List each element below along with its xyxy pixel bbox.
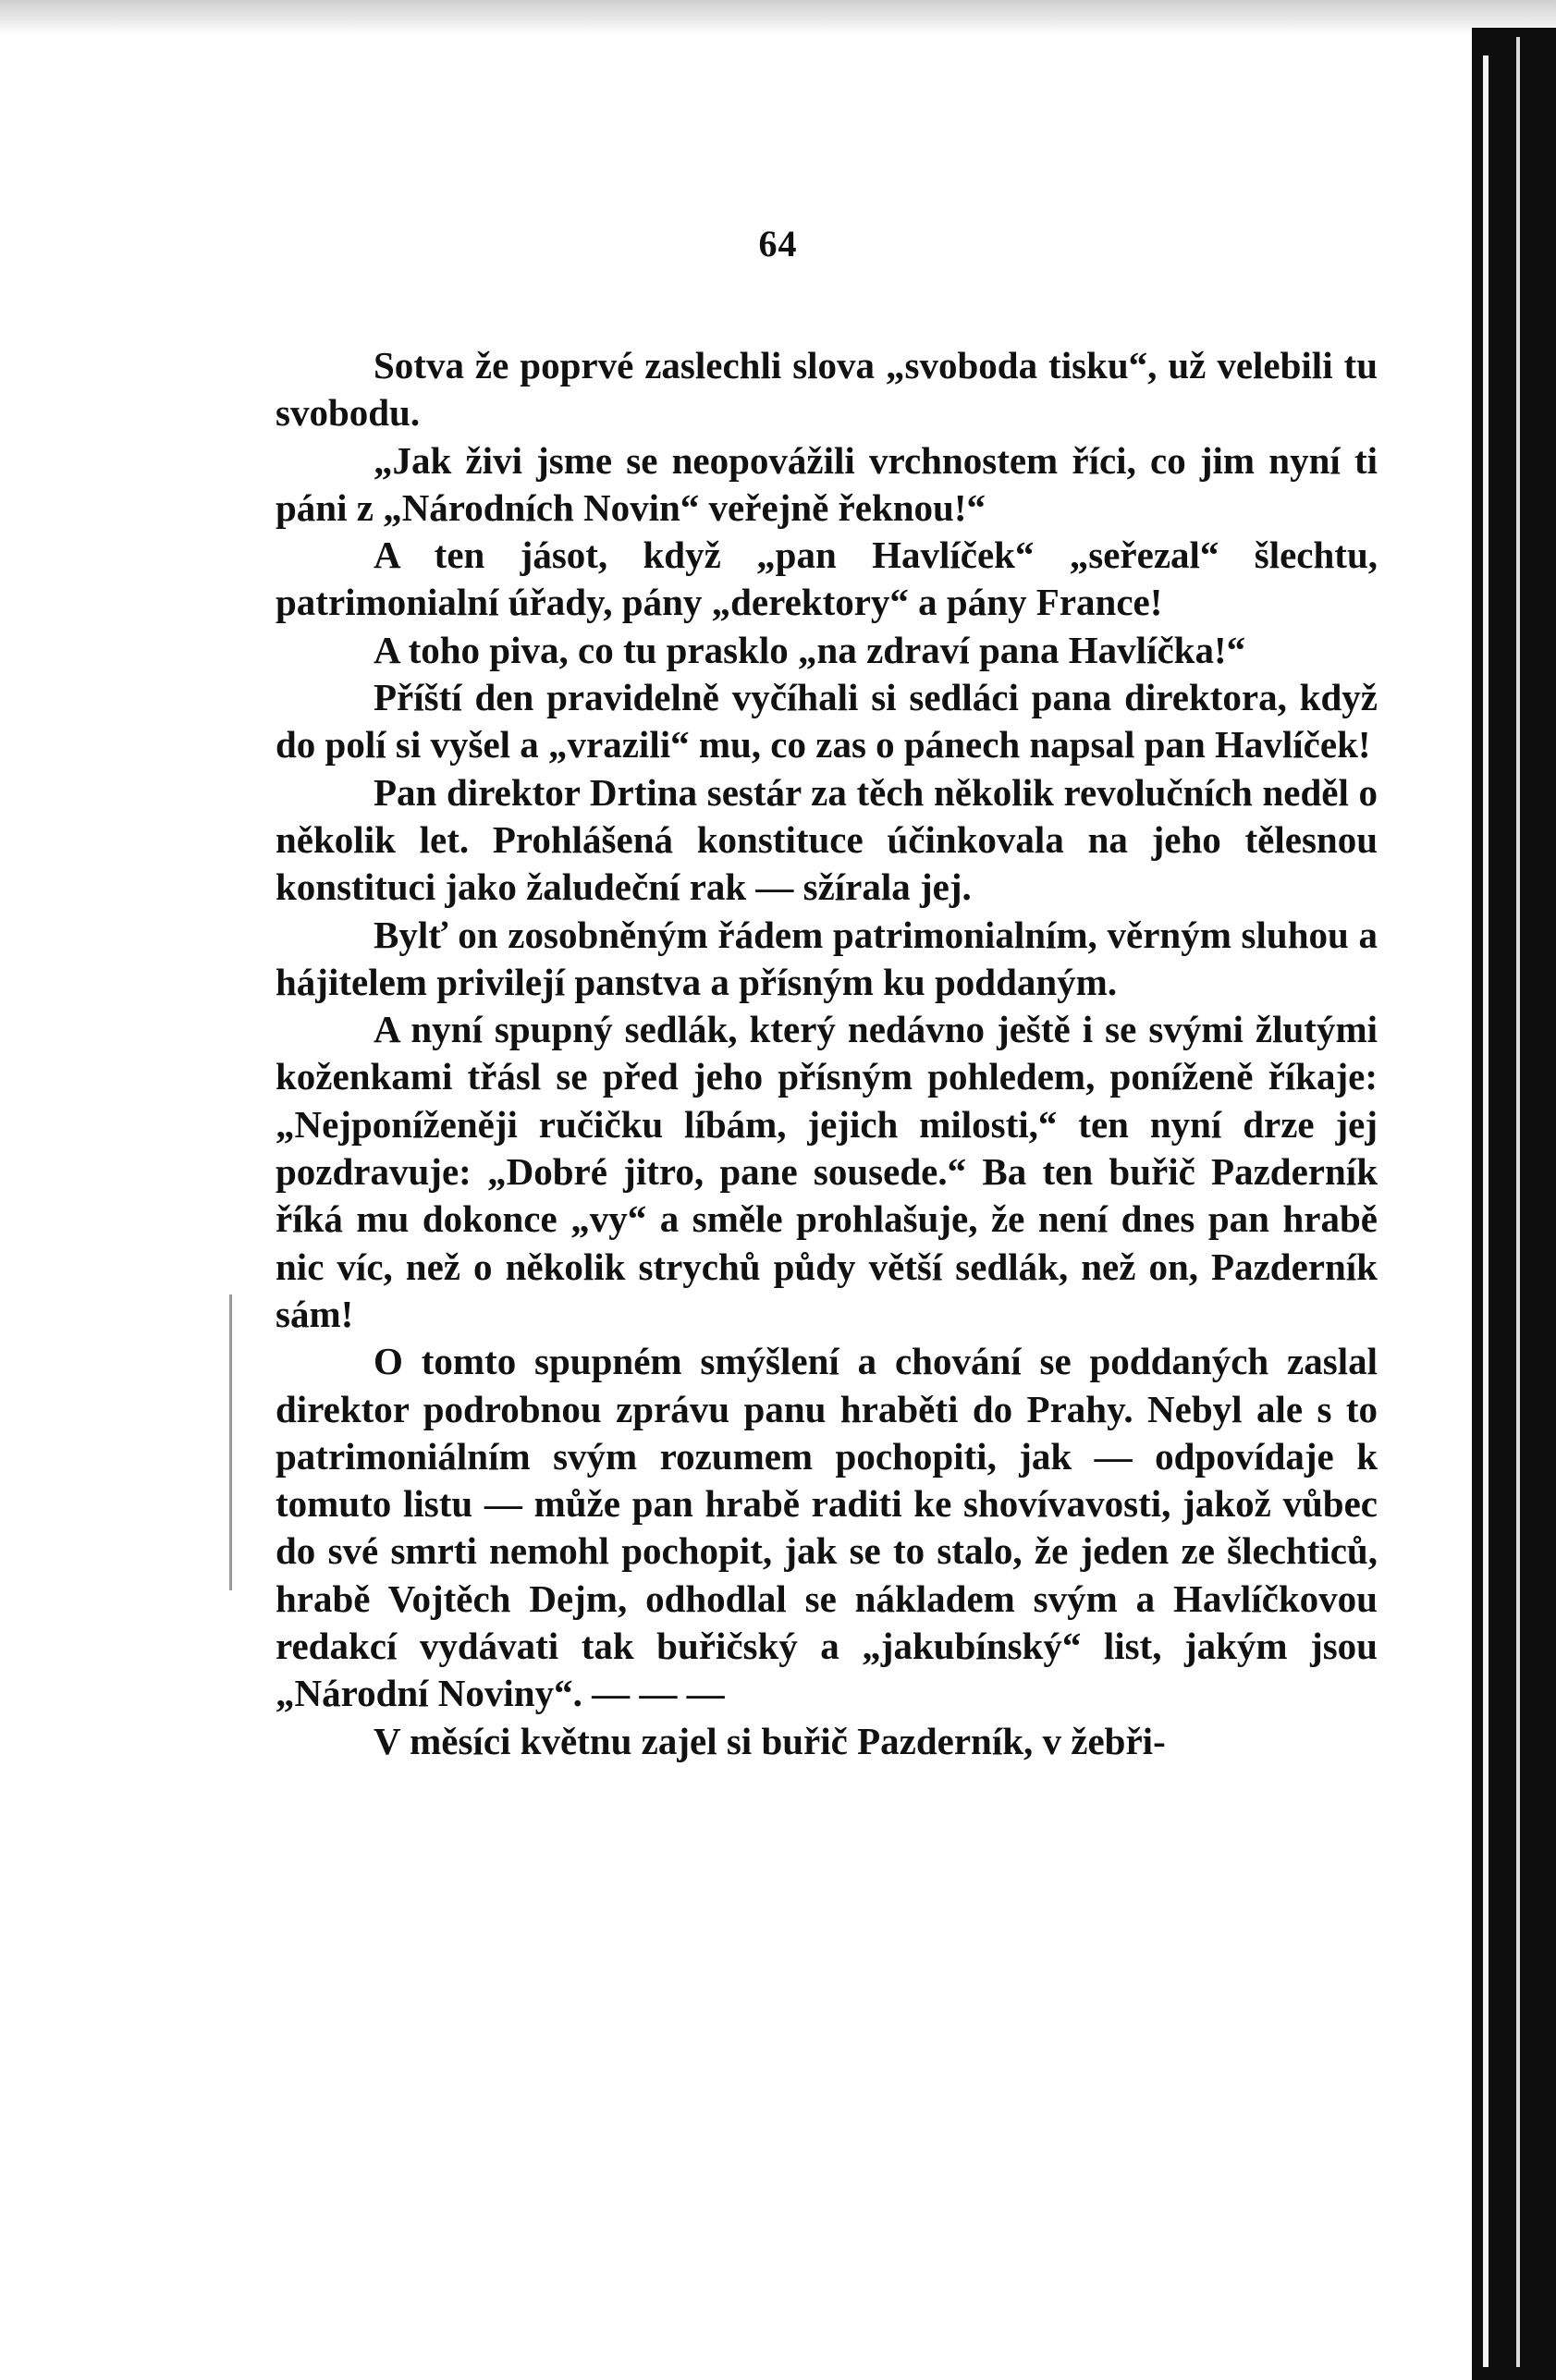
paragraph: V měsíci květnu zajel si buřič Pazderník, v žebři- (374, 1719, 1166, 1762)
paragraph: A toho piva, co tu prasklo „na zdraví pana Havlíčka!“ (374, 628, 1246, 671)
paragraph: Bylť on zosobněným řádem patrimonialním, věrným sluhou a hájitelem privilejí panstva a přísným ku poddaným. (276, 913, 1378, 1003)
paragraph: Příští den pravidelně vyčíhali si sedláci pana direktora, když do polí si vyšel a „vrazili“ mu, co zas o pánech napsal pan Havlíček! (276, 676, 1378, 767)
paragraph: Sotva že poprvé zaslechli slova „svoboda tisku“, už velebili tu svobodu. (276, 344, 1378, 435)
book-edge-highlight (1483, 55, 1489, 2367)
page-number: 64 (758, 223, 798, 264)
book-edge-line (1516, 37, 1520, 2367)
paragraph: „Jak živi jsme se neopovážili vrchnostem říci, co jim nyní ti páni z „Národních Novin“ veřejně řeknou!“ (276, 438, 1378, 529)
margin-pencil-mark (229, 1294, 232, 1590)
paragraph: A nyní spupný sedlák, který nedávno ještě i se svými žlutými koženkami třásl se před jeho přísným pohledem, poníženě říkaje: „Nejponíženěji ručičku líbám, jejich milosti,“ ten nyní drze jej pozdravuje: „Dobré jitro, pane sousede.“ Ba ten buřič Pazderník říká mu dokonce „vy“ a směle prohlašuje, že není dnes pan hrabě nic víc, než o několik strychů půdy větší sedlák, než on, Pazderník sám! (276, 1008, 1378, 1335)
paragraph: A ten jásot, když „pan Havlíček“ „seřezal“ šlechtu, patrimonialní úřady, pány „derektory“ a pány France! (276, 534, 1378, 624)
paragraph: O tomto spupném smýšlení a chování se poddaných zaslal direktor podrobnou zprávu panu hraběti do Prahy. Nebyl ale s to patrimoniálním svým rozumem pochopiti, jak — odpovídaje k tomuto listu — může pan hrabě raditi ke shovívavosti, jakož vůbec do své smrti nemohl pochopit, jak se to stalo, že jeden ze šlechticů, hrabě Vojtěch Dejm, odhodlal se nákladem svým a Havlíčkovou redakcí vydávati tak buřičský a „jakubínský“ list, jakým jsou „Národní Noviny“. — — — (276, 1340, 1378, 1715)
paragraph: Pan direktor Drtina sestár za těch několik revolučních neděl o několik let. Prohlášená konstituce účinkovala na jeho tělesnou konstituci jako žaludeční rak — sžírala jej. (276, 770, 1378, 909)
page-top-shadow (0, 0, 1556, 35)
body-text (276, 342, 1378, 1765)
